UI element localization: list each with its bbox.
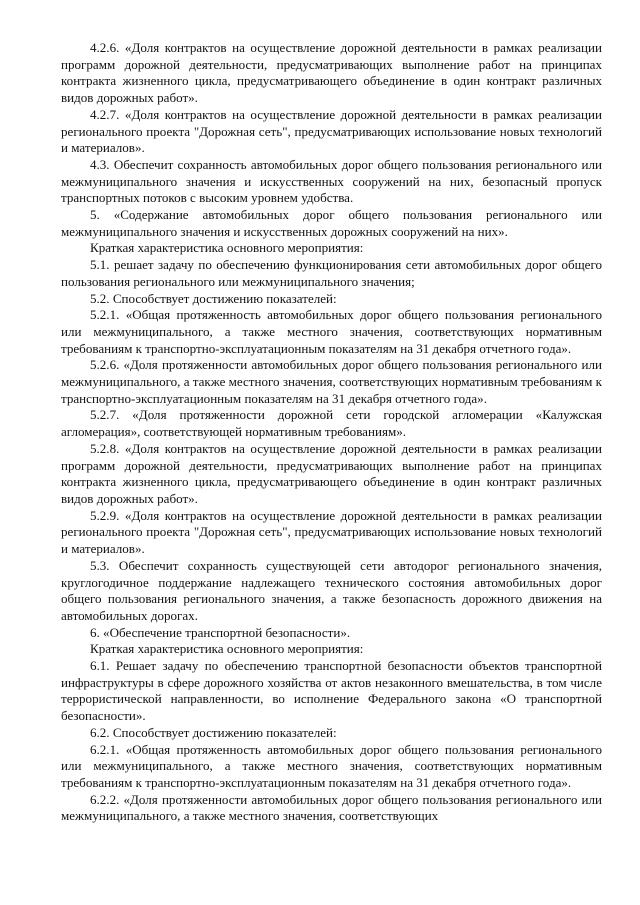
paragraph-5-1: 5.1. решает задачу по обеспечению функционирования сети автомобильных дорог общего пользования регионального или межмуниципального значения; bbox=[61, 257, 602, 289]
paragraph-5-2: 5.2. Способствует достижению показателей: bbox=[90, 290, 337, 306]
paragraph-5-heading: 5. «Содержание автомобильных дорог общего пользования регионального или межмуниципального значения и искусственных дорожных сооружений на них». bbox=[61, 207, 602, 239]
paragraph-5-2-6: 5.2.6. «Доля протяженности автомобильных дорог общего пользования регионального или межмуниципального, а также местного значения, соответствующих нормативным требованиям к транспортно-эксплуатационным показателям на 31 декабря отчетного года». bbox=[61, 357, 602, 406]
paragraph-5-2-8: 5.2.8. «Доля контрактов на осуществление дорожной деятельности в рамках реализации программ дорожной деятельности, предусматривающих выполнение работ на принципах контракта жизненного цикла, предусматривающего объединение в один контракт различных видов дорожных работ». bbox=[61, 440, 602, 506]
paragraph-6-1: 6.1. Решает задачу по обеспечению транспортной безопасности объектов транспортной инфраструктуры в сфере дорожного хозяйства от актов незаконного вмешательства, в том числе террористической направленности, во исполнение Федерального закона «О транспортной безопасности». bbox=[61, 658, 602, 724]
paragraph-6-2-1: 6.2.1. «Общая протяженность автомобильных дорог общего пользования регионального или межмуниципального, а также местного значения, соответствующих нормативным требованиям к транспортно-эксплуатационным показателям на 31 декабря отчетного года». bbox=[61, 741, 602, 790]
paragraph-5-3: 5.3. Обеспечит сохранность существующей сети автодорог регионального значения, круглогодичное поддержание надлежащего технического состояния автомобильных дорог общего пользования регионального значения, а также безопасность дорожного движения на автомобильных дорогах. bbox=[61, 557, 602, 623]
paragraph-5-2-7: 5.2.7. «Доля протяженности дорожной сети городской агломерации «Калужская агломерация», соответствующей нормативным требованиям». bbox=[61, 407, 602, 440]
paragraph-5-2-9: 5.2.9. «Доля контрактов на осуществление дорожной деятельности в рамках реализации регионального проекта "Дорожная сеть", предусматривающих использование новых технологий и материалов». bbox=[61, 507, 602, 557]
paragraph-4-2-7: 4.2.7. «Доля контрактов на осуществление дорожной деятельности в рамках реализации регионального проекта "Дорожная сеть", предусматривающих использование новых технологий и материалов». bbox=[61, 106, 602, 156]
paragraph-6-summary-label: Краткая характеристика основного мероприятия: bbox=[90, 641, 364, 657]
paragraph-6-2-2: 6.2.2. «Доля протяженности автомобильных дорог общего пользования регионального или межмуниципального, а также местного значения, соответствующих bbox=[61, 791, 602, 824]
paragraph-4-3: 4.3. Обеспечит сохранность автомобильных дорог общего пользования регионального или межмуниципального значения и искусственных сооружений на них, безопасный пропуск транспортных потоков с высоким уровнем удобства. bbox=[61, 156, 602, 206]
paragraph-5-summary-label: Краткая характеристика основного мероприятия: bbox=[90, 240, 364, 256]
paragraph-6-2: 6.2. Способствует достижению показателей: bbox=[90, 724, 337, 740]
paragraph-4-2-6: 4.2.6. «Доля контрактов на осуществление дорожной деятельности в рамках реализации программ дорожной деятельности, предусматривающих выполнение работ на принципах контракта жизненного цикла, предусматривающего объединение в один контракт различных видов дорожных работ». bbox=[61, 40, 602, 106]
paragraph-5-2-1: 5.2.1. «Общая протяженность автомобильных дорог общего пользования регионального или межмуниципального, а также местного значения, соответствующих нормативным требованиям к транспортно-эксплуатационным показателям на 31 декабря отчетного года». bbox=[61, 307, 602, 356]
paragraph-6-heading: 6. «Обеспечение транспортной безопасности». bbox=[90, 624, 351, 640]
